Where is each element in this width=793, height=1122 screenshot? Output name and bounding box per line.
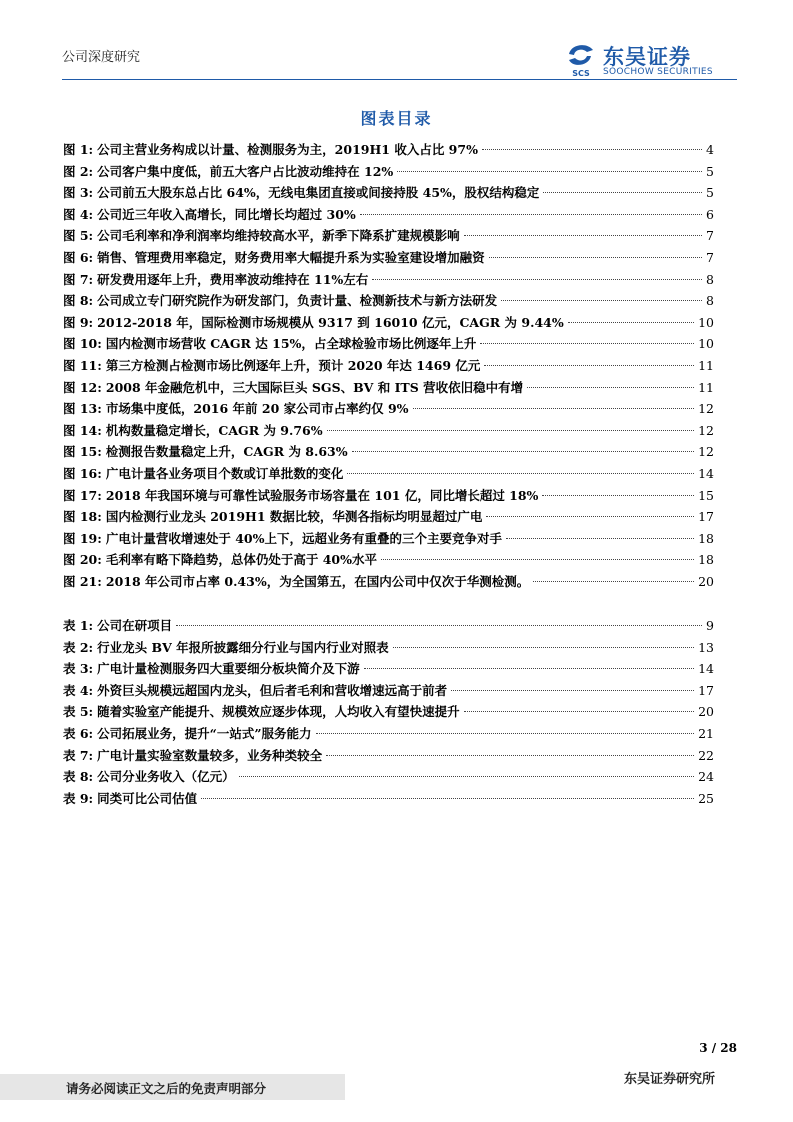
toc-entry-text: 广电计量检测服务四大重要细分板块简介及下游	[97, 661, 360, 677]
toc-entry-text: 国内检测行业龙头 2019H1 数据比较，华测各指标均明显超过广电	[105, 509, 483, 525]
toc-entry-text: 市场集中度低，2016 年前 20 家公司市占率约仅 9%	[105, 401, 409, 417]
toc-entry-label: 图 3:	[63, 185, 94, 201]
toc-entry-page: 12	[698, 444, 714, 460]
toc-leader-dots	[372, 279, 702, 280]
toc-entry-label: 表 7:	[63, 747, 94, 763]
toc-entry-label: 图 13:	[63, 401, 102, 417]
toc-leader-dots	[542, 495, 694, 496]
toc-leader-dots	[486, 516, 694, 517]
figure-toc-entry[interactable]	[63, 549, 714, 571]
toc-entry-label: 表 9:	[63, 790, 94, 806]
brand-logo	[561, 40, 737, 82]
toc-entry-label: 图 17:	[63, 487, 102, 503]
table-toc-entry[interactable]	[63, 766, 714, 788]
toc-entry-page: 24	[698, 769, 714, 785]
table-toc-entry[interactable]	[63, 615, 714, 637]
toc-entry-page: 10	[698, 336, 714, 352]
toc-entry-text: 2018 年公司市占率 0.43%，为全国第五，在国内公司中仅次于华测检测。	[105, 573, 530, 589]
toc-entry-label: 表 6:	[63, 725, 94, 741]
toc-entry-label: 表 5:	[63, 704, 94, 720]
toc-entry-text: 广电计量各业务项目个数或订单批数的变化	[105, 465, 344, 481]
toc-entry-label: 图 8:	[63, 293, 94, 309]
toc-leader-dots	[543, 192, 702, 193]
toc-entry-page: 17	[698, 682, 714, 698]
toc-entry-label: 表 3:	[63, 661, 94, 677]
figure-toc-entry[interactable]	[63, 161, 714, 183]
toc-entry-label: 图 14:	[63, 422, 102, 438]
toc-entry-page: 7	[706, 249, 714, 265]
toc-entry-page: 14	[698, 465, 714, 481]
table-toc-entry[interactable]	[63, 701, 714, 723]
toc-entry-label: 图 5:	[63, 228, 94, 244]
toc-entry-label: 表 8:	[63, 769, 94, 785]
toc-entry-page: 11	[698, 357, 714, 373]
toc-entry-text: 行业龙头 BV 年报所披露细分行业与国内行业对照表	[97, 639, 389, 655]
toc-leader-dots	[464, 235, 702, 236]
toc-entry-page: 14	[698, 661, 714, 677]
toc-entry-page: 5	[706, 185, 714, 201]
toc-leader-dots	[364, 668, 694, 669]
toc-leader-dots	[352, 451, 694, 452]
toc-leader-dots	[568, 322, 694, 323]
figure-toc-entry[interactable]	[63, 420, 714, 442]
toc-entry-text: 公司主营业务构成以计量、检测服务为主，2019H1 收入占比 97%	[97, 142, 478, 157]
toc-entry-page: 20	[698, 704, 714, 720]
toc-entry-page: 25	[698, 790, 714, 806]
figure-toc-entry[interactable]	[63, 463, 714, 485]
toc-entry-label: 图 11:	[63, 357, 102, 373]
toc-entry-page: 13	[698, 639, 714, 655]
footer-institute: 东吴证券研究所	[623, 1072, 715, 1087]
toc-entry-page: 6	[706, 206, 714, 222]
toc-entry-label: 图 7:	[63, 271, 94, 287]
figure-toc-entry[interactable]	[63, 441, 714, 463]
toc-entry-text: 公司前五大股东总占比 64%，无线电集团直接或间接持股 45%，股权结构稳定	[97, 185, 540, 201]
toc-leader-dots	[484, 365, 694, 366]
table-toc-entry[interactable]	[63, 723, 714, 745]
toc-entry-text: 外资巨头规模远超国内龙头，但后者毛利和营收增速远高于前者	[97, 682, 448, 698]
figure-toc-entry[interactable]	[63, 355, 714, 377]
toc-entry-text: 公司近三年收入高增长，同比增长均超过 30%	[97, 206, 356, 222]
toc-entry-label: 表 2:	[63, 639, 94, 655]
toc-leader-dots	[480, 343, 694, 344]
table-toc-entry[interactable]	[63, 637, 714, 659]
toc-entry-page: 15	[698, 487, 714, 503]
toc-entry-page: 12	[698, 422, 714, 438]
figure-toc-entry[interactable]	[63, 506, 714, 528]
figure-toc-entry[interactable]	[63, 139, 714, 161]
toc-entry-page: 10	[698, 314, 714, 330]
toc-entry-text: 研发费用逐年上升，费用率波动维持在 11%左右	[97, 271, 369, 287]
page-number: 3 / 28	[699, 1041, 737, 1055]
toc-leader-dots	[393, 647, 694, 648]
toc-leader-dots	[397, 171, 702, 172]
figure-toc-entry[interactable]	[63, 398, 714, 420]
toc-entry-label: 图 12:	[63, 379, 102, 395]
toc-entry-label: 图 9:	[63, 314, 94, 330]
toc-leader-dots	[381, 559, 694, 560]
toc-entry-text: 检测报告数量稳定上升，CAGR 为 8.63%	[105, 444, 348, 460]
toc-entry-page: 17	[698, 509, 714, 525]
toc-leader-dots	[533, 581, 694, 582]
table-toc-entry[interactable]	[63, 788, 714, 810]
toc-leader-dots	[482, 149, 702, 150]
table-list	[63, 615, 714, 809]
toc-entry-label: 图 19:	[63, 530, 102, 546]
toc-entry-text: 公司成立专门研究院作为研发部门，负责计量、检测新技术与新方法研发	[97, 293, 498, 309]
toc-entry-page: 12	[698, 401, 714, 417]
toc-leader-dots	[527, 387, 694, 388]
footer-disclaimer: 请务必阅读正文之后的免责声明部分	[66, 1081, 267, 1096]
toc-entry-label: 表 4:	[63, 682, 94, 698]
toc-entry-text: 随着实验室产能提升、规模效应逐步体现，人均收入有望快速提升	[97, 704, 460, 720]
toc-entry-page: 9	[706, 618, 714, 633]
toc-entry-label: 图 20:	[63, 552, 102, 568]
toc-leader-dots	[506, 538, 694, 539]
toc-entry-text: 公司拓展业务，提升“一站式”服务能力	[97, 725, 312, 741]
figure-toc-entry[interactable]	[63, 312, 714, 334]
toc-entry-text: 2008 年金融危机中，三大国际巨头 SGS、BV 和 ITS 营收依旧稳中有增	[105, 379, 524, 395]
toc-entry-text: 广电计量营收增速处于 40%上下，远超业务有重叠的三个主要竞争对手	[105, 530, 503, 546]
toc-entry-page: 11	[698, 379, 714, 395]
table-toc-entry[interactable]	[63, 680, 714, 702]
toc-entry-label: 图 15:	[63, 444, 102, 460]
toc-entry-page: 18	[698, 552, 714, 568]
toc-entry-label: 图 18:	[63, 509, 102, 525]
toc-entry-page: 8	[706, 293, 714, 309]
figure-toc-entry[interactable]	[63, 269, 714, 291]
toc-entry-label: 图 4:	[63, 206, 94, 222]
toc-leader-dots	[464, 711, 694, 712]
figure-toc-entry[interactable]	[63, 485, 714, 507]
figure-list	[63, 139, 714, 592]
toc-entry-page: 18	[698, 530, 714, 546]
table-toc-entry[interactable]	[63, 745, 714, 767]
toc-leader-dots	[360, 214, 702, 215]
header-divider	[62, 79, 737, 80]
toc-entry-text: 公司客户集中度低，前五大客户占比波动维持在 12%	[97, 163, 394, 179]
toc-leader-dots	[239, 776, 694, 777]
toc-entry-text: 第三方检测占检测市场比例逐年上升，预计 2020 年达 1469 亿元	[105, 357, 481, 373]
figure-toc-entry[interactable]	[63, 377, 714, 399]
toc-leader-dots	[451, 690, 694, 691]
toc-entry-page: 21	[698, 725, 714, 741]
report-type-label: 公司深度研究	[62, 50, 141, 65]
figure-toc-entry[interactable]	[63, 333, 714, 355]
toc-entry-text: 广电计量实验室数量较多，业务种类较全	[97, 747, 323, 763]
figure-toc-entry[interactable]	[63, 247, 714, 269]
figure-toc-entry[interactable]	[63, 225, 714, 247]
toc-title: 图表目录	[360, 109, 433, 128]
toc-entry-label: 图 16:	[63, 465, 102, 481]
toc-entry-page: 22	[698, 747, 714, 763]
toc-entry-text: 毛利率有略下降趋势，总体仍处于高于 40%水平	[105, 552, 378, 568]
toc-entry-label: 图 1:	[63, 142, 94, 157]
figure-toc-entry[interactable]	[63, 571, 714, 593]
soochow-logo-icon	[561, 40, 601, 78]
toc-leader-dots	[176, 625, 702, 626]
toc-entry-text: 公司在研项目	[97, 618, 173, 633]
toc-leader-dots	[501, 300, 702, 301]
toc-entry-text: 2012-2018 年，国际检测市场规模从 9317 到 16010 亿元，CAGR 为 9.44%	[97, 314, 564, 330]
toc-leader-dots	[413, 408, 695, 409]
table-toc-entry[interactable]	[63, 658, 714, 680]
brand-name-en: SOOCHOW SECURITIES	[603, 67, 713, 77]
toc-entry-page: 4	[706, 142, 714, 157]
toc-entry-text: 2018 年我国环境与可靠性试验服务市场容量在 101 亿，同比增长超过 18%	[105, 487, 539, 503]
toc-leader-dots	[316, 733, 695, 734]
toc-entry-page: 7	[706, 228, 714, 244]
toc-leader-dots	[489, 257, 702, 258]
toc-entry-label: 图 10:	[63, 336, 102, 352]
toc-leader-dots	[347, 473, 694, 474]
toc-entry-page: 5	[706, 163, 714, 179]
toc-entry-label: 图 21:	[63, 573, 102, 589]
toc-entry-text: 公司分业务收入（亿元）	[97, 769, 235, 785]
figure-toc-entry[interactable]	[63, 182, 714, 204]
toc-entry-text: 公司毛利率和净利润率均维持较高水平，新季下降系扩建规模影响	[97, 228, 460, 244]
toc-entry-label: 表 1:	[63, 618, 94, 633]
toc-leader-dots	[326, 755, 694, 756]
figure-toc-entry[interactable]	[63, 204, 714, 226]
toc-entry-text: 机构数量稳定增长，CAGR 为 9.76%	[105, 422, 323, 438]
toc-entry-text: 同类可比公司估值	[97, 790, 198, 806]
figure-toc-entry[interactable]	[63, 528, 714, 550]
brand-name: 东吴证券	[603, 45, 691, 69]
toc-entry-text: 国内检测市场营收 CAGR 达 15%，占全球检验市场比例逐年上升	[105, 336, 477, 352]
toc-leader-dots	[327, 430, 694, 431]
logo-mark-text: SCS	[572, 69, 590, 78]
toc-entry-page: 20	[698, 573, 714, 589]
toc-entry-page: 8	[706, 271, 714, 287]
toc-entry-text: 销售、管理费用率稳定，财务费用率大幅提升系为实验室建设增加融资	[97, 249, 485, 265]
toc-entry-label: 图 2:	[63, 163, 94, 179]
toc-entry-label: 图 6:	[63, 249, 94, 265]
figure-toc-entry[interactable]	[63, 290, 714, 312]
toc-leader-dots	[201, 798, 694, 799]
